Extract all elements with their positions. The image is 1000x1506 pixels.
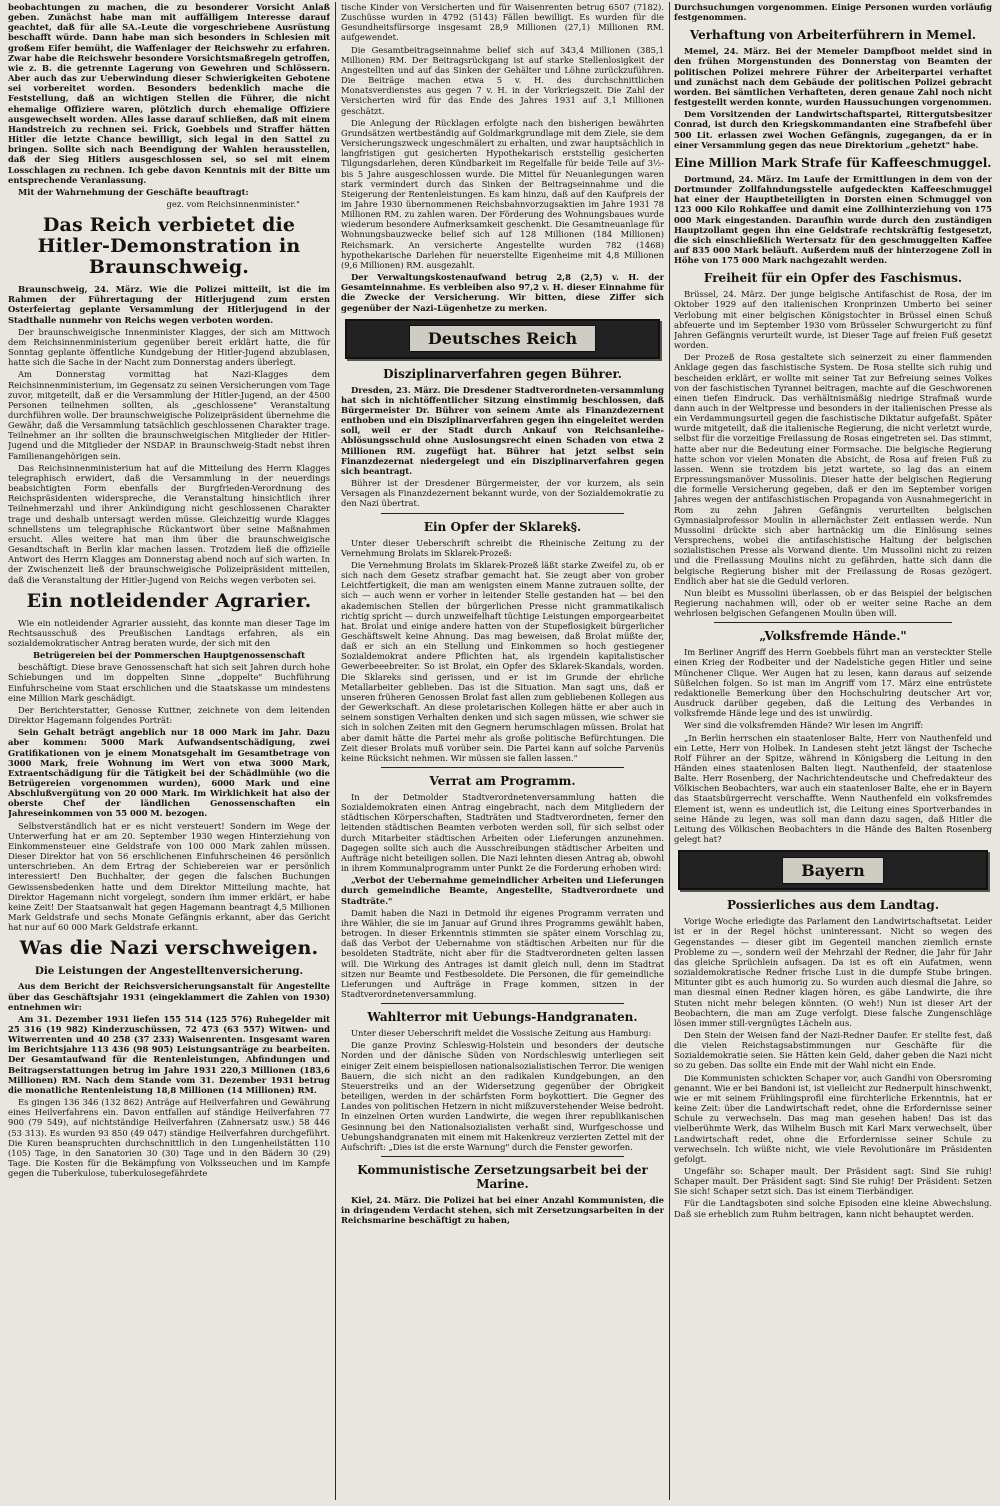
section-banner-label: Deutsches Reich — [409, 325, 596, 352]
section-banner-label: Bayern — [782, 857, 883, 884]
article-text: Die Kommunisten schickten Schaper vor, auch Gandhi von Obersroming genannt. Wie er bei Bandoni ist, ist vielleicht zur Rednerpult hinschwenkt, wie er mit seinem Frühlingsprofil eine fürchterliche Erkenntnis, hat er keine Zeit: über die Landwirtschaft redet, ohne die Erfordernisse seiner Schule zu verwechseln. Das mag man gesehen haben! Das ist das vielberühmte Werk, das Wilhelm Busch mit Karl Marx verwechselt, über Landwirtschaft redet, ohne die Erfordernisse seiner Schule zu verwechseln. Ich wüßte nicht, wie viele Revolutionäre im Präsidenten gefolgt. — [674, 1072, 992, 1164]
column-3 — [674, 2, 992, 1500]
article-text: beschäftigt. Diese brave Genossenschaft hat sich seit Jahren durch hohe Schiebungen und im doppelten Sinne „doppelte" Buchführung Einfuhrscheine vom Staat erschlichen und die Staatskasse um mindestens eine Million Mark geschädigt. — [8, 662, 330, 703]
article-text: Wer sind die volksfremden Hände? Wir lesen im Angriff: — [684, 720, 924, 731]
article-text: Dortmund, 24. März. Im Laufe der Ermittlungen in dem von der Dortmunder Zollfahndungsstelle aufgedeckten Kaffeeschmuggel hat einer der Hauptbeteiligten in Dorsten einen Schmuggel von 123 000 Kilo Rohkaffee und damit eine Zollhinterziehung von 175 000 Mark eingestanden. Daraufhin wurde durch den zuständigen Hauptzollamt gegen ihn eine Geldstrafe rechtskräftig festgesetzt, die sich einschließlich Wertersatz für den geschmuggelten Kaffee auf 835 000 Mark beläuft. Außerdem muß der hinterzogene Zoll in Höhe von 175 000 Mark nachgezahlt werden. — [674, 173, 992, 266]
article-text: beobachtungen zu machen, die zu besonderer Vorsicht Anlaß geben. Zunächst habe man mit auffälligem Interesse darauf geachtet, daß für alle SA.-Leute die vorgeschriebene Ausrüstung beschafft würde. Dann habe man sich besonders in Schlesien mit großem Eifer bemüht, die Waffenlager der Reichswehr zu erfahren. Zwar habe die Reichswehr besondere Vorsichtsmaßregeln getroffen, wie z. B. die getrennte Lagerung von Gewehren und Schlössern. Aber auch das zur Ueberwindung dieser Schwierigkeiten Gebotene sei vorbereitet worden. Besonders bedenklich mache die Feststellung, daß an wichtigen Stellen die Führer, die nicht ehemalige Offiziere waren, plötzlich durch ehemalige Offiziere ausgewechselt worden. Alles lasse darauf schließen, daß mit einem Handstreich zu rechnen sei. Frick, Goebbels und Straffer hätten Hitler die letzte Chance bewilligt, sich legal in den Sattel zu bringen. Sollte sich nach Beendigung der Wahlen herausstellen, daß der Sieg Hitlers ausgeschlossen sei, so sei mit einem Losschlagen zu rechnen. Ich gebe davon Kenntnis mit der Bitte um entsprechende Veranlassung. — [8, 2, 330, 185]
divider — [381, 767, 624, 768]
section-banner — [678, 850, 988, 890]
article-text: Der Verwaltungskostenaufwand betrug 2,8 (2,5) v. H. der Gesamteinnahme. Es verbleiben also 97,2 v. H. dieser Einnahme für die Zwecke der Versicherung. Wir bitten, diese Ziffer sich gegenüber der Nazi-Lügenhetze zu merken. — [341, 272, 664, 313]
column-2 — [341, 2, 664, 1500]
article-text: Selbstverständlich hat er es nicht versteuert! Sondern im Wege der Unterwerfung hat er am 20. September 1930 wegen Hinterziehung von Einkommensteuer eine Geldstrafe von 100 000 Mark zahlen müssen. Dieser Direktor hat von 56 erschlichenen Einfuhrscheinen 46 persönlich unterschrieben. An dem Ertrag der Schiebereien war er persönlich interessiert! Den Buchhalter, der gegen die falschen Buchungen Gewissensbedenken hatte und dem Direktor Mitteilung machte, hat Direktor Hagemann nicht vorgelegt, sondern ihm immer erklärt, er habe keine Zeit! Der Staatsanwalt hat gegen Hagemann beantragt 4,5 Millionen Mark Geldstrafe und sechs Monate Gefängnis erkannt, aber das Gericht hat nur auf 60 000 Mark Geldstrafe erkannt. — [8, 820, 330, 933]
article-text: Die Vernehmung Brolats im Sklarek-Prozeß läßt starke Zweifel zu, ob er sich nach dem Gesetz strafbar gemacht hat. Sie zeugt aber von grober Leichtfertigkeit, die man am wenigsten einem Manne zutrauen sollte, der sich — auch wenn er vorher in leitender Stelle gestanden hat — bei den akademischen Stellen der bürgerlichen Presse nicht grammatikalisch richtig spricht — durch unzweifelhaft tüchtige Leistungen emporgearbeitet hat. Brolat und einige andere hatten von der Stupeflosigkeit bürgerlicher Geschäftswelt keine Ahnung. Das mag beweisen, daß Brolat müßte der, daß er sich an ein Stellung und Einkommen so hoch gestiegener Sozialdemokrat andere Pflichten hat, als irgendein kapitalistischer Gewerbeeebreiter. So ist Brolat, ein Opfer des Sklarek-Skandals, worden. Die Sklareks sind gerissen, und er ist im Grunde der ehrliche Metallarbeiter geblieben. Das ist die Situation. Man sagt uns, daß er unseren früheren Genossen Brolat fast allen zum gebliebenen Kollegen aus der Gewerkschaft. An diese proletarischen Kollegen hätte er aber auch in seinem sonstigen Verhalten denken und sich sagen müssen, wie schwer sie sich in solchen Zeiten mit den Gegnern herumschlagen müssen. Brolat hat aber damit hätte die Partei mehr als große politische Befürchtungen. Die Zeit dieser Brolats muß vorüber sein. Die Partei kann auf solche Parvenüs keine Rücksicht nehmen. Wir müssen sie fallen lassen." — [341, 559, 664, 763]
section-banner — [345, 319, 660, 359]
article-text: Die Anlegung der Rücklagen erfolgte nach den bisherigen bewährten Grundsätzen wertbeständig auf Goldmarkgrundlage mit dem Ziele, sie dem Versicherungszweck ungeschmälert zu erhalten, und zwar hauptsächlich in langfristigen gut gesicherten Hypothekarisch erststellig gesicherten Tilgungsdarlehen, deren Kündbarkeit im Regelfalle für beide Teile auf 3½-bis 5 Jahre ausgeschlossen wurde. Die Mittel für Neuanlegungen waren stark vermindert durch das Sinken der Beitragseinnahme und die Steigerung der Rentenleistungen. Es kam hinzu, daß auf den Kaufpreis der im Jahre 1930 übernommenen Reichsbahnvorzugsaktien im Jahre 1931 78 Millionen RM. zu zahlen waren. Der Förderung des Wohnungsbaues wurde wiederum besondere Aufmerksamkeit geschenkt. Die Gesamtneuanlage für Wohnungsbauzwecke belief sich auf 128 Millionen (184 Millionen) Reichsmark. An versicherte Angestellte wurden 782 (1468) hypothekarische Darlehen für neuerstellte Eigenheime mit 4,8 Millionen (9,6 Millionen) RM. ausgezahlt. — [341, 117, 664, 270]
headline-braunschweig: Das Reich verbietet die Hitler-Demonstration in Braunschweig. — [37, 214, 301, 279]
headline-kaffeeschmuggel: Eine Million Mark Strafe für Kaffeeschmuggel. — [674, 155, 992, 170]
headline-faschismus: Freiheit für ein Opfer des Faschismus. — [703, 271, 963, 286]
article-text: Mit der Wahrnehmung der Geschäfte beauftragt: — [18, 186, 249, 197]
article-text: Das Reichsinnenministerium hat auf die Mitteilung des Herrn Klagges telegraphisch erwidert, daß die Versammlung in der neuerdings beabsichtigten Form ebenfalls der Burgfrieden-Verordnung des Reichspräsidenten widerspreche, die Veranstaltung hinsichtlich ihrer Teilnehmerzahl und ihrer Ankündigung nicht geschlossenen Charakter trage und deshalb untersagt werden müsse. Gleichzeitig wurde Klagges schnellstens um telegraphische Rückantwort über seine Maßnahmen ersucht. Alles weitere hat man ihm über die braunschweigische Gesandtschaft in Berlin klar machen lassen. Trotzdem ließ die offizielle Antwort des Herrn Klagges am Donnerstag abend noch auf sich warten. In der Zwischenzeit ließ der braunschweigische Polizeipräsident mitteilen, daß die Veranstaltung der Hitler-Jugend von Reichs wegen verboten sei. — [8, 462, 330, 585]
headline-nazi: Was die Nazi verschweigen. — [19, 937, 319, 960]
article-text: Aus dem Bericht der Reichsversicherungsanstalt für Angestellte über das Geschäftsjahr 1931 (eingeklammert die Zahlen von 1930) entnehmen wir: — [8, 981, 330, 1012]
column-rule — [335, 2, 336, 1500]
article-text: Bührer ist der Dresdener Bürgermeister, der vor kurzem, als sein Versagen als Finanzdezernent bekannt wurde, von der Sozialdemokratie zu den Nazi übertrat. — [341, 478, 664, 509]
article-text: Der braunschweigische Innenminister Klagges, der sich am Mittwoch dem Reichsinnenministerium gegenüber bereit erklärt hatte, die für Sonntag geplante öffentliche Kundgebung der Hitler-Jugend abzublasen, hatte sich die Sache in der Nacht zum Donnerstag anders überlegt. — [8, 326, 330, 368]
article-text: Memel, 24. März. Bei der Memeler Dampfboot meldet sind in den frühen Morgenstunden des Donnerstag von Beamten der politischen Polizei mehrere Führer der Arbeiterpartei verhaftet und zunächst nach dem Gebäude der politischen Polizei gebracht worden. Bei sämtlichen Verhafteten, deren genaue Zahl noch nicht festgestellt werden konnte, wurden Haussuchungen vorgenommen. — [674, 46, 992, 108]
article-text: Am 31. Dezember 1931 liefen 155 514 (125 576) Ruhegelder mit 25 316 (19 982) Kinderzuschüssen, 72 473 (63 557) Witwen- und Witwerrenten und 40 258 (37 233) Waisenrenten. Insgesamt waren im Berichtsjahre 113 436 (98 905) Leistungsanträge zu bearbeiten. Der Gesamtaufwand für die Rentenleistungen, Abfindungen und Beitragserstattungen betrug im Jahre 1931 220,3 Millionen (183,6 Millionen) RM. Nach dem Stande vom 31. Dezember 1931 betrug die monatliche Rentenleistung 18,8 Millionen (14 Millionen) RM. — [8, 1013, 330, 1095]
article-text: In der Detmolder Stadtverordnetenversammlung hatten die Sozialdemokraten einen Antrag eingebracht, nach dem Mitgliedern der städtischen Körperschaften, Stadträten und Stadtverordneten, ferner den leitenden städtischen Beamten verboten werden soll, für sich selbst oder durch Mitarbeiter städtischen Arbeiten oder Lieferungen anzunehmen. Dagegen sollte sich auch die Ausschreibungen städtischer Arbeiten und Aufträge nicht beteiligen sollen. Die Nazi lehnten diesen Antrag ab, obwohl in ihrem Kommunalprogramm unter Punkt 2e die Forderung erhoben wird: — [341, 792, 664, 874]
column-rule — [669, 2, 670, 1500]
article-text: Kiel, 24. März. Die Polizei hat bei einer Anzahl Kommunisten, die in dringendem Verdacht stehen, sich mit Zersetzungsarbeiten in der Reichsmarine beschäftigt zu haben, — [341, 1195, 664, 1226]
article-text: Der Berichterstatter, Genosse Kuttner, zeichnete von dem leitenden Direktor Hagemann folgendes Porträt: — [8, 704, 330, 726]
article-text: Die ganze Provinz Schleswig-Holstein und besonders der deutsche Norden und der dänische Süden von Nordschleswig unterliegen seit einiger Zeit einem beispiellosen nationalsozialistischen Terror. Die wenigen Bauern, die sich nicht an den radikalen Kundgebungen, an den Steuerstreiks und an der Widersetzung gegenüber der Obrigkeit beteiligen, werden in der schärfsten Form boykottiert. Die Gegner des Landes von politischen Hetzern in nicht mißzuverstehender Weise bedroht. In einzelnen Orten wurden Landwirte, die wegen ihrer republikanischen Gesinnung bei den Nationalsozialisten verhaßt sind, Wurfgeschosse und Uebungshandgranaten mit einem mit Hakenkreuz verzierten Zettel mit der Aufschrift: „Dies ist die erste Warnung" durch die Fenster geworfen. — [341, 1040, 664, 1152]
article-subheading: Betrügereien bei der Pommerschen Hauptgenossenschaft — [32, 650, 306, 661]
article-text: Dem Vorsitzenden der Landwirtschaftspartei, Rittergutsbesitzer Conrad, ist durch den Kriegskommandanten eine Strafbefehl über 500 Lit. erlassen zwei Wochen Gefängnis, zugegangen, da er in einer Versammlung gegen das neue Direktorium „gehetzt" habe. — [674, 109, 992, 150]
headline-wahlterror: Wahlterror mit Uebungs-Handgranaten. — [367, 1010, 638, 1025]
article-text: tische Kinder von Versicherten und für Waisenrenten betrug 6507 (7182). Zuschüsse wurden in 4792 (5143) Fällen bewilligt. Es wurden für die Gesundheitsfürsorge insgesamt 28,9 Millionen (27,1) Millionen RM. aufgewendet. — [341, 2, 664, 43]
article-text: Im Berliner Angriff des Herrn Goebbels führt man an versteckter Stelle einen Krieg der Rodbeiter und der Nadelstiche gegen Hitler und seine Münchener Clique. Wer Augen hat zu lesen, kann daraus auf seizende Süßelchen folgen. So ist man im Angriff vom 17. März eine entrüstete redaktionelle Bemerkung über den Hochschulring deutscher Art vor, Ausdruck darüber gegeben, daß die Leitung des Verbandes in volksfremde Hände lege und des ist unwürdig. — [674, 647, 992, 719]
article-text: Braunschweig, 24. März. Wie die Polizei mitteilt, ist die im Rahmen der Führertagung der Hitlerjugend zum ersten Osterfeiertag geplante Versammlung der Hitlerjugend in der Stadthalle nunmehr von Reichs wegen verboten worden. — [8, 284, 330, 325]
article-text: „Verbot der Uebernahme gemeindlicher Arbeiten und Lieferungen durch gemeindliche Beamte, Angestellte, Stadtverordnete und Stadträte." — [341, 875, 664, 906]
article-text: Für die Landtagsboten sind solche Episoden eine kleine Abwechslung. Daß sie erheblich zum Ruhm beitragen, kann nicht behauptet werden. — [674, 1198, 992, 1219]
headline-memel: Verhaftung von Arbeiterführern in Memel. — [689, 28, 977, 43]
article-text: Dresden, 23. März. Die Dresdener Stadtverordneten-versammlung hat sich in nichtöffentlicher Sitzung einstimmig beschlossen, daß Bürgermeister Dr. Bührer von seinem Amte als Finanzdezernent enthoben und ein Disziplinarverfahren gegen ihn eingeleitet werden soll, weil er der Stadt durch Ankauf von Reichsanleihe-Ablösungsschuld ohne Auslosungsrecht einen Schaden von etwa 2 Millionen RM. zugefügt hat. Bührer hat jetzt selbst sein Finanzdezernat niedergelegt und ein Disziplinarverfahren gegen sich beantragt. — [341, 384, 664, 476]
article-text: Der Prozeß de Rosa gestaltete sich seinerzeit zu einer flammenden Anklage gegen das faschistische System. De Rosa stellte sich ruhig und bescheiden erklärt, er wollte mit seiner Tat zur Befreiung seines Volkes von der faschistischen Tyrannei beitragen, machte auf die Geschworenen einen tiefen Eindruck. Das verhältnismäßig niedrige Strafmaß wurde dann auch in der Weltpresse und besonders in der italienischen Presse als ein Verdammungsurteil gegen die faschistische Diktatur aufgefaßt. Später wurde mitgeteilt, daß die italienische Regierung, die nicht verletzt wurde, selbst für die vorzeitige Freilassung de Rosas eingetreten sei. Das stimmt, hatte aber nur die Bedeutung einer Formsache. Die belgische Regierung hatte schon vor vielen Monaten die Absicht, de Rosa auf freien Fuß zu lassen. Wenn sie trotzdem bis jetzt wartete, so lag das an einem Erpressungsmanöver Mussolinis. Dieser hatte der belgischen Regierung die formelle Versicherung gegeben, daß er den im September vorigen Jahres wegen der antifaschistischen Propaganda von Ausnahmegericht in Rom zu zehn Jahren Gefängnis verurteilten belgischen Gymnasialprofessor Moulin in allernächster Zeit entlassen werde. Nun Mussolini drückte sich aber hartnäckig um die Einlösung seines Versprechens, wobei die antifaschistische Haltung der belgischen sozialistischen Presse als Vorwand diente. Um Mussolini nicht zu reizen und die Freilassung Moulins nicht zu gefährden, hatte sich dann die belgische Regierung bisher mit der Freilassung de Rosas gezögert. Endlich aber hat sie die Geduld verloren. — [674, 352, 992, 586]
article-text: Nun bleibt es Mussolini überlassen, ob er das Beispiel der belgischen Regierung nachahmen will, oder ob er weiter seine Rache an dem wehrlosen belgischen Gefangenen Moulin üben will. — [674, 587, 992, 619]
article-text: Wie ein notleidender Agrarier aussieht, das konnte man dieser Tage im Rechtsausschuß des Preußischen Landtags erfahren, als ein sozialdemokratischer Antrag beraten wurde, der sich mit den — [8, 617, 330, 648]
article-text: Unter dieser Ueberschrift schreibt die Rheinische Zeitung zu der Vernehmung Brolats im Sklarek-Prozeß: — [341, 537, 664, 558]
article-text: Ungefähr so: Schaper mault. Der Präsident sagt: Sind Sie ruhig! Schaper mault. Der Präsident sagt: Sind Sie ruhig! Der Präsident: Setzen Sie sich! Schaper setzt sich. Das ist einem Tierbändiger. — [674, 1166, 992, 1197]
article-text: Es gingen 136 346 (132 862) Anträge auf Heilverfahren und Gewährung eines Heilverfahrens ein. Davon entfallen auf ständige Heilverfahren 77 900 (79 549), auf nichtständige Heilverfahren (Zahnersatz usw.) 58 446 (53 313). Es wurden 93 850 (49 047) ständige Heilverfahren durchgeführt. Die Kuren beanspruchten durchschnittlich in den Lungenheilstätten 110 (105) Tage, in den Sanatorien 30 (30) Tage und in den Bädern 30 (29) Tage. Die Kosten für die Bekämpfung von Volksseuchen und im Kampfe gegen die Tuberkulose, tuberkulosegefährdete — [8, 1097, 330, 1179]
article-text: Sein Gehalt beträgt angeblich nur 18 000 Mark im Jahr. Dazu aber kommen: 5000 Mark Aufwandsentschädigung, zwei Gratifikationen von je einem Monatsgehalt im Gesamtbetrage von 3000 Mark, freie Wohnung im Wert von etwa 3000 Mark, Extraentschädigung für die Tätigkeit bei der Schädlmühle (wo die Betrügereien vorgenommen wurden), 6000 Mark und eine Abschlußvergütung von 20 000 Mark. Im Wirklichkeit hat also der oberste Chef der ländlichen Genossenschaften ein Jahreseinkommen von 55 000 M. bezogen. — [8, 727, 330, 819]
headline-marine: Kommunistische Zersetzungsarbeit bei der Marine. — [357, 1163, 648, 1191]
headline-agrarier: Ein notleidender Agrarier. — [26, 589, 312, 612]
article-text: Durchsuchungen vorgenommen. Einige Personen wurden vorläufig festgenommen. — [674, 2, 992, 23]
headline-buehrer: Disziplinarverfahren gegen Bührer. — [383, 366, 622, 381]
divider — [381, 1003, 624, 1004]
article-text: Brüssel, 24. März. Der junge belgische Antifaschist de Rosa, der im Oktober 1929 auf den italienischen Kronprinzen Umberto bei seiner Verlobung mit einer belgischen Königstochter in Brüssel einen Schuß abfeuerte und im September 1930 vom Brüsseler Schwurgericht zu fünf Jahren Gefängnis verurteilt wurde, ist Dieser Tage auf freien Fuß gesetzt worden. — [674, 289, 992, 351]
article-text: Damit haben die Nazi in Detmold ihr eigenes Programm verraten und ihre Wähler, die sie im Januar auf Grund ihres Programms gewählt haben, betrogen. In dieser Erkenntnis stimmten sie später einem Vorschlag zu, daß das Verbot der Uebernahme von städtischen Arbeiten nur für die besoldeten Stadträte, nicht aber für die Stadtverordneten gelten lassen will. Die Wirkung des Antrages ist damit gleich null, denn im Stadtrat sitzen nur Beamte und Festbesoldete. Die Personen, die für gemeindliche Lieferungen und Aufträge in Frage kommen, sitzen in der Stadtverordnetenversammlung. — [341, 907, 664, 999]
signature: gez. vom Reichsinnenminister." — [166, 198, 300, 209]
headline-programm: Verrat am Programm. — [429, 774, 576, 788]
divider — [381, 1156, 624, 1157]
divider — [714, 622, 952, 623]
article-text: Vorige Woche erledigte das Parlament den Landwirtschaftsetat. Leider ist er in der Regel höchst uninteressant. Nicht so wegen des Gegenstandes — dieser gibt im Gegenteil manchen ziemlich ernste Probleme zu —, sondern weil der Mehrzahl der Redner, die Jahr für Jahr das gleiche Sprüchlein aufsagen. Da ist es oft ein Aufatmen, wenn sozialdemokratische Redner frische Lust in die dumpfe Stube bringen. Mitunter gibt es auch humorig zu. So wurden auch diesmal die Jahre, so man diesmal einen Redner klagen hören, es gäbe Landwirte, die ihre Stuten nicht mehr belegen könnten. (O weh!) Nun ist dieser Art der Beobachtern, die man am Zuge verfolgt. Diese falsche Zungenschläge lösen immer still-vergnügtes Lächeln aus. — [674, 916, 992, 1028]
article-text: „In Berlin herrschen ein staatenloser Balte, Herr von Nauthenfeld und ein Lette, Herr von Holbek. In Landesen steht jetzt längst der Tscheche Rolf Führer an der Spitze, während in Königsberg die Leitung in den Händen eines staatenlosen Balten liegt. Nauthenfeld, der staatenlose Balte. Herr Rosenberg, der Nachrichtendeutsche und Chefredakteur des Völkischen Beobachters, war auch ein staatenloser Balte, ehe er in Bayern das Staatsbürgerrecht verschaffte. Wenn Nauthenfeld ein volksfremdes Element ist, wenn es undeutlich ist, die Leitung eines Sportverbandes in seine Hände zu legen, was soll man dann dazu sagen, daß Hitler die Leitung des Völkischen Beobachters in die Hände des Balten Rosenberg gelegt hat? — [674, 732, 992, 845]
column-1 — [8, 2, 330, 1500]
article-text: Den Stein der Weisen fand der Nazi-Redner Daufer. Er stellte fest, daß die vielen Reichstagsabstimmungen nur Geschäfte für die Sozialdemokratie seien. Sie Hätten kein Geld, daher geben die Nazi nicht so zu geben. Das sollte ein Ende mit der Wahl nicht ein Ende. — [674, 1029, 992, 1071]
article-text: Unter dieser Ueberschrift meldet die Vossische Zeitung aus Hamburg: — [351, 1028, 652, 1039]
divider — [381, 513, 624, 514]
article-text: Am Donnerstag vormittag hat Nazi-Klagges dem Reichsinnenministerium, im Gegensatz zu seinen Versicherungen vom Tage zuvor, mitgeteilt, daß er die Versammlung der Hitler-Jugend, an der 4500 Personen teilnehmen sollten, als „geschlossene" Veranstaltung durchführen wolle. Der braunschweigische Polizeipräsident übernehme die Gewähr, daß die Versammlung tatsächlich geschlossenen Charakter trage. Teilnehmer an ihr sollten die braunschweigischen Mitglieder der Hitler-Jugend und die Mitglieder der NSDAP. in Braunschweig-Stadt nebst ihren Familienangehörigen sein. — [8, 369, 330, 461]
headline-sklarek: Ein Opfer der Sklarek§. — [423, 519, 582, 534]
headline-volksfremde: „Volksfremde Hände." — [759, 629, 907, 644]
subheadline: Die Leistungen der Angestelltenversicherung. — [34, 965, 304, 978]
headline-landtag: Possierliches aus dem Landtag. — [727, 898, 939, 913]
article-text: Die Gesamtbeitragseinnahme belief sich auf 343,4 Millionen (385,1 Millionen) RM. Der Beitragsrückgang ist auf starke Stellenlosigkeit der Angestellten und auf das Sinken der Gehälter und Löhne zurückzuführen. Die Beiträge machen etwa 5 v. H. des durchschnittlichen Monatsverdienstes aus gegen 7 v. H. in der Vorkriegszeit. Die Zahl der Versicherten wird für das Ende des Jahres 1931 auf 3,1 Millionen geschätzt. — [341, 44, 664, 116]
